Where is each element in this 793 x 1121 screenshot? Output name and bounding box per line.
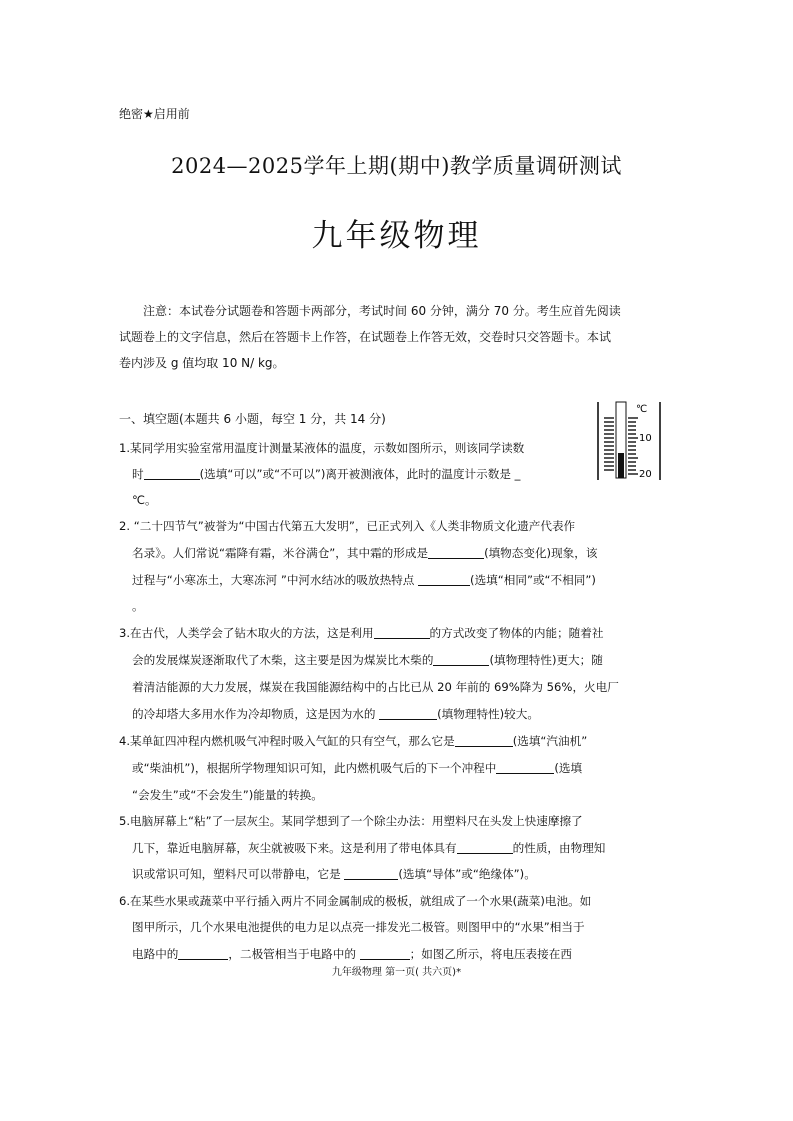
- answer-blank[interactable]: [455, 734, 513, 747]
- question-3-line-1: [119, 625, 603, 641]
- notice-line: 试题卷上的文字信息，然后在答题卡上作答，在试题卷上作答无效，交卷时只交答题卡。本试: [119, 330, 612, 344]
- text-span: 几下，靠近电脑屏幕，灰尘就被吸下来。这是利用了带电体具有: [132, 841, 457, 855]
- text-span: 名录》。人们常说“霜降有霜，米谷满仓”，其中霜的形成是: [132, 546, 429, 560]
- question-1-line-2: [132, 466, 520, 482]
- answer-blank[interactable]: [374, 626, 430, 639]
- text-span: 的方式改变了物体的内能；随着社: [429, 626, 604, 640]
- notice-line: 注意：本试卷分试题卷和答题卡两部分，考试时间 60 分钟，满分 70 分。考生应首先阅读: [143, 304, 621, 318]
- text-span: 或“柴油机”)，根据所学物理知识可知，此内燃机吸气后的下一个冲程中: [132, 761, 497, 775]
- question-2-line-2: [132, 545, 597, 561]
- question-6-line-2: 图甲所示，几个水果电池提供的电力足以点亮一排发光二极管。则图甲中的“水果”相当于: [132, 920, 585, 934]
- answer-blank[interactable]: [418, 573, 470, 586]
- text-span: 识或常识可知，塑料尺可以带静电，它是: [132, 867, 345, 881]
- question-2-line-4: 。: [132, 599, 144, 613]
- question-4-line-1: [119, 733, 587, 749]
- text-span: 过程与“小寒冻土，大寒冻河 ”中河水结冰的吸放热特点: [132, 573, 419, 587]
- question-5-line-1: 5.电脑屏幕上“粘”了一层灰尘。某同学想到了一个除尘办法：用塑料尺在头发上快速摩擦了: [119, 814, 583, 828]
- question-6-line-1: 6.在某些水果或蔬菜中平行插入两片不同金属制成的极板，就组成了一个水果(蔬菜)电池。如: [119, 894, 592, 908]
- confidential-mark: 绝密★启用前: [119, 107, 190, 121]
- thermometer-tick-20: 20: [639, 469, 652, 480]
- text-span: (选填: [554, 761, 583, 775]
- question-5-line-3: [132, 866, 536, 882]
- answer-blank[interactable]: [457, 841, 513, 854]
- text-span: (选填“可以”或“不可以”)离开被测液体，此时的温度计示数是 _: [199, 467, 521, 481]
- text-span: 4.某单缸四冲程内燃机吸气冲程时吸入气缸的只有空气，那么它是: [119, 734, 455, 748]
- question-1-line-1: 1.某同学用实验室常用温度计测量某液体的温度，示数如图所示，则该同学读数: [119, 441, 525, 455]
- question-3-line-2: [132, 652, 603, 668]
- question-2-line-3: [132, 572, 596, 588]
- question-1-line-3: ℃。: [132, 493, 157, 507]
- question-3-line-3: 着清洁能源的大力发展，煤炭在我国能源结构中的占比已从 20 年前的 69%降为 56%，火电厂: [132, 680, 619, 694]
- text-span: (填物理特性)更大；随: [489, 653, 603, 667]
- exam-title: 2024—2025学年上期(期中)教学质量调研测试: [171, 154, 622, 178]
- thermometer-figure: [596, 400, 662, 480]
- text-span: (选填“导体”或“绝缘体”)。: [398, 867, 536, 881]
- text-span: 时: [132, 467, 144, 481]
- text-span: (填物态变化)现象，该: [484, 546, 598, 560]
- text-span: (填物理特性)较大。: [437, 707, 539, 721]
- question-4-line-2: [132, 760, 582, 776]
- answer-blank[interactable]: [496, 761, 554, 774]
- answer-blank[interactable]: [344, 867, 398, 880]
- text-span: 的冷却塔大多用水作为冷却物质，这是因为水的: [132, 707, 380, 721]
- text-span: ；如图乙所示，将电压表接在西: [409, 947, 572, 961]
- question-5-line-2: [132, 840, 605, 856]
- question-3-line-4: [132, 706, 539, 722]
- text-span: 的性质，由物理知: [512, 841, 606, 855]
- thermometer-tick-10: 10: [639, 433, 652, 444]
- answer-blank[interactable]: [144, 467, 200, 480]
- thermometer-unit: ℃: [636, 404, 648, 415]
- text-span: 会的发展煤炭逐渐取代了木柴，这主要是因为煤炭比木柴的: [132, 653, 434, 667]
- text-span: 电路中的: [132, 947, 179, 961]
- question-4-line-3: “会发生”或“不会发生”)能量的转换。: [132, 788, 323, 802]
- answer-blank[interactable]: [360, 947, 410, 960]
- section-heading: 一、填空题(本题共 6 小题，每空 1 分，共 14 分): [119, 412, 386, 426]
- text-span: 3.在古代，人类学会了钻木取火的方法，这是利用: [119, 626, 374, 640]
- subject-title: 九年级物理: [311, 218, 482, 254]
- page-footer: 九年级物理 第一页( 共六页)*: [331, 967, 462, 978]
- notice-line: 卷内涉及 g 值均取 10 N/ kg。: [119, 356, 285, 370]
- text-span: ，二极管相当于电路中的: [228, 947, 360, 961]
- question-2-line-1: 2. “二十四节气”被誉为“中国古代第五大发明”，已正式列入《人类非物质文化遗产代表作: [119, 519, 576, 533]
- answer-blank[interactable]: [178, 947, 228, 960]
- answer-blank[interactable]: [428, 546, 484, 559]
- question-6-line-3: [132, 946, 572, 962]
- notice-paragraph: [119, 298, 685, 376]
- answer-blank[interactable]: [433, 653, 489, 666]
- text-span: (选填“汽油机”: [512, 734, 588, 748]
- text-span: (选填“相同”或“不相同”): [470, 573, 596, 587]
- answer-blank[interactable]: [379, 707, 437, 720]
